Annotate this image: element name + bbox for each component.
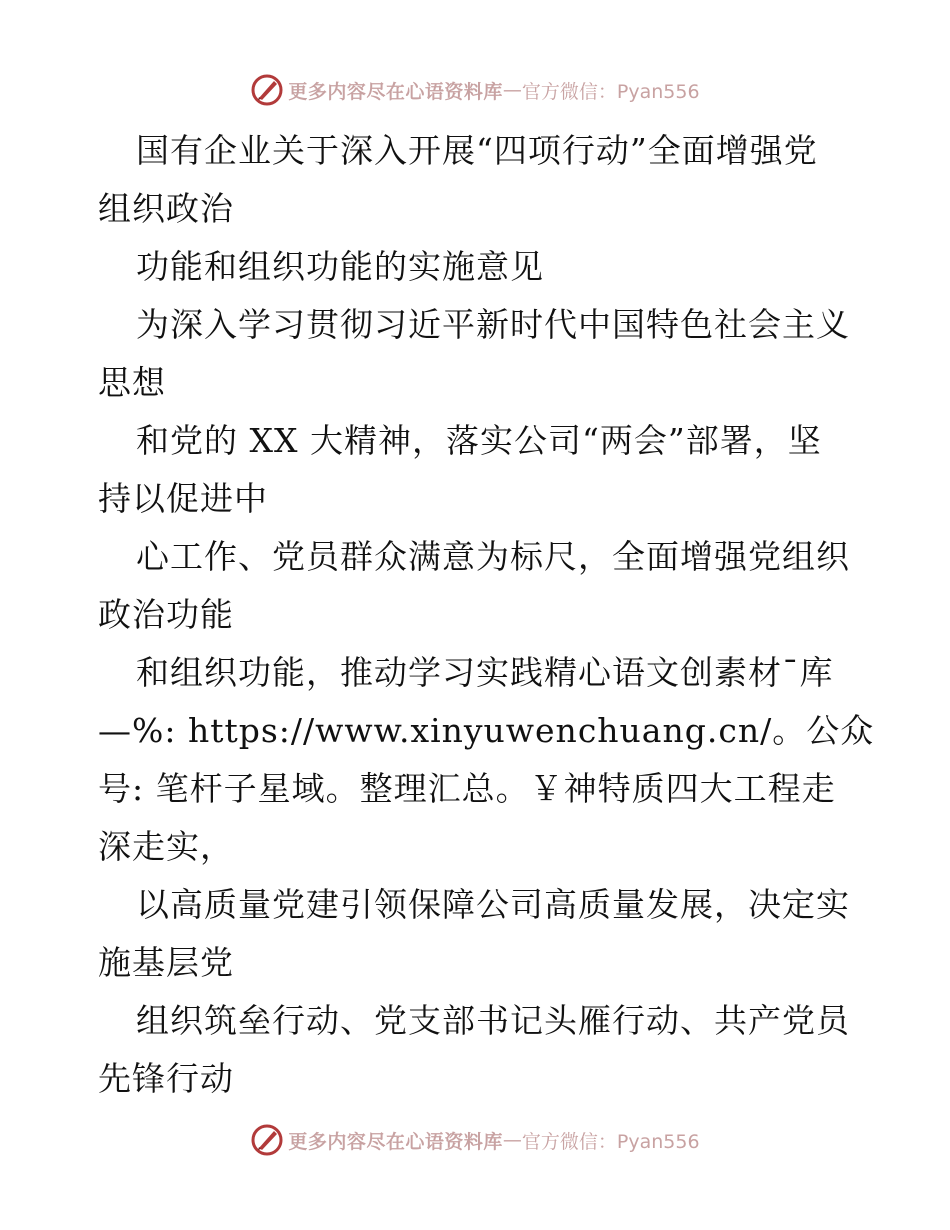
body-line: 组织筑垒行动、党支部书记头雁行动、共产党员 <box>136 1001 850 1040</box>
body-line: 号: 笔杆子星域。整理汇总。￥神特质四大工程走 <box>98 769 836 808</box>
body-line: 心工作、党员群众满意为标尺，全面增强党组织 <box>136 537 850 576</box>
footer-official-wechat: 官方微信：Pyan556 <box>521 1130 700 1153</box>
footer-brand-text: 更多内容尽在心语资料库 <box>288 1130 503 1153</box>
footer-watermark-banner <box>0 1120 950 1160</box>
feather-pen-logo-icon <box>250 73 284 107</box>
body-line: 为深入学习贯彻习近平新时代中国特色社会主义 <box>136 305 850 344</box>
body-line: 持以促进中 <box>98 479 268 518</box>
header-official-wechat: 官方微信：Pyan556 <box>521 80 700 103</box>
body-line: 以高质量党建引领保障公司高质量发展，决定实 <box>136 885 850 924</box>
body-line: 和组织功能，推动学习实践精心语文创素材¯库 <box>136 653 834 692</box>
header-watermark-banner <box>0 70 950 110</box>
body-line: 施基层党 <box>98 943 234 982</box>
header-dash: — <box>502 79 522 101</box>
document-body <box>98 122 875 1108</box>
body-line: 功能和组织功能的实施意见 <box>136 247 544 286</box>
feather-pen-logo-icon <box>250 1123 284 1157</box>
body-line: 先锋行动 <box>98 1059 234 1098</box>
header-brand-text: 更多内容尽在心语资料库 <box>288 80 503 103</box>
body-line: 和党的 XX 大精神，落实公司“两会”部署，坚 <box>136 421 822 460</box>
body-line: —%: https://www.xinyuwenchuang.cn/。公众 <box>98 711 875 750</box>
body-line: 组织政治 <box>98 189 234 228</box>
body-line: 国有企业关于深入开展“四项行动”全面增强党 <box>136 131 818 170</box>
footer-dash: — <box>502 1129 522 1151</box>
body-line: 思想 <box>98 363 166 402</box>
body-line: 深走实， <box>98 827 234 866</box>
body-line: 政治功能 <box>98 595 234 634</box>
